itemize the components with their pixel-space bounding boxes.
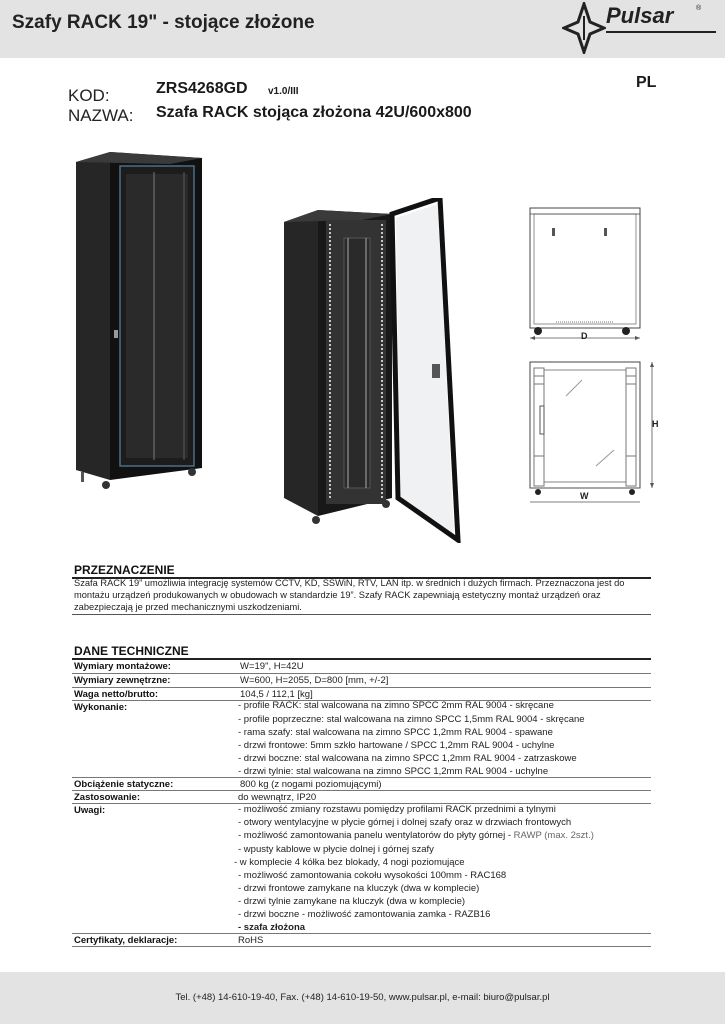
brand-name: Pulsar [606, 3, 674, 28]
note-item: - otwory wentylacyjne w płycie górnej i dolnej szafy oraz w drzwiach frontowych [238, 817, 572, 828]
page-title: Szafy RACK 19" - stojące złożone [12, 12, 315, 33]
product-version: v1.0/III [268, 86, 299, 97]
certificates-label: Certyfikaty, deklaracje: [74, 935, 178, 946]
note-item: - wpusty kablowe w płycie dolnej i górnej szafy [238, 844, 434, 855]
row-rule [72, 777, 651, 778]
build-item: - profile poprzeczne: stal walcowana na zimno SPCC 1,5mm RAL 9004 - skręcane [238, 714, 585, 725]
mounting-dimensions-label: Wymiary montażowe: [74, 661, 171, 672]
external-dimensions-label: Wymiary zewnętrzne: [74, 675, 171, 686]
mounting-dimensions-value: W=19", H=42U [240, 661, 304, 672]
note-item: - w komplecie 4 kółka bez blokady, 4 nogi poziomujące [234, 857, 465, 868]
note-item: - drzwi boczne - możliwość zamontowania zamka - RAZB16 [238, 909, 491, 920]
language-code: PL [636, 74, 657, 91]
build-item: - drzwi frontowe: 5mm szkło hartowane / SPCC 1,2mm RAL 9004 - uchylne [238, 740, 555, 751]
specs-rule [72, 658, 651, 660]
note-item: - możliwość zamontowania cokołu wysokości 100mm - RAC168 [238, 870, 507, 881]
note-item-assembled: - szafa złożona [238, 922, 306, 933]
code-label: KOD: [68, 86, 110, 105]
product-name: Szafa RACK stojąca złożona 42U/600x800 [156, 104, 472, 121]
footer-contact: Tel. (+48) 14-610-19-40, Fax. (+48) 14-610-19-50, www.pulsar.pl, e-mail: biuro@pulsar.pl [175, 992, 550, 1003]
note-item: - drzwi tylnie zamykane na kluczyk (dwa w komplecie) [238, 896, 466, 907]
static-load-value: 800 kg (z nogami poziomującymi) [240, 779, 382, 790]
h-label: H [652, 419, 659, 429]
row-rule [72, 933, 651, 934]
external-dimensions-value: W=600, H=2055, D=800 [mm, +/-2] [240, 675, 389, 686]
front-view-drawing [526, 356, 676, 506]
row-rule [72, 790, 651, 791]
pulsar-logo-icon [562, 2, 606, 54]
note-item-fan-suffix: RAWP (max. 2szt.) [513, 830, 594, 841]
brand-registered-mark: ® [696, 5, 702, 12]
purpose-title: PRZEZNACZENIE [74, 563, 175, 577]
row-rule [72, 673, 651, 674]
row-rule [72, 946, 651, 947]
note-item: - możliwość zmiany rozstawu pomiędzy profilami RACK przednimi a tylnymi [238, 804, 556, 815]
build-label: Wykonanie: [74, 702, 128, 713]
weight-value: 104,5 / 112,1 [kg] [240, 689, 313, 700]
logo-underline [606, 31, 716, 35]
static-load-label: Obciążenie statyczne: [74, 779, 174, 790]
application-label: Zastosowanie: [74, 792, 140, 803]
purpose-text: Szafa RACK 19” umożliwia integrację systemów CCTV, KD, SSWiN, RTV, LAN itp. w średnich i dużych firmach. Przeznaczona jest do montażu urządzeń produkowanych w obudowach w standardzie 19”. Szafy RACK zapewniają estetyczny montaż urządzeń oraz zabezpieczają je przed mechanicznymi uszkodzeniami. [74, 578, 625, 612]
product-code: ZRS4268GD [156, 80, 248, 97]
row-rule [72, 687, 651, 688]
pulsar-logo [562, 0, 722, 56]
application-value: do wewnątrz, IP20 [238, 792, 317, 803]
dimension-w-label [578, 488, 592, 502]
dimension-d-label [578, 328, 592, 342]
specs-title: DANE TECHNICZNE [74, 644, 189, 658]
notes-label: Uwagi: [74, 805, 106, 816]
note-item-fan-panel [238, 830, 594, 841]
side-view-drawing [526, 204, 646, 344]
build-item: - profile RACK: stal walcowana na zimno SPCC 2mm RAL 9004 - skręcane [238, 700, 554, 711]
build-item: - drzwi boczne: stal walcowana na zimno SPCC 1,2mm RAL 9004 - zatrzaskowe [238, 753, 577, 764]
build-item: - rama szafy: stal walcowana na zimno SPCC 1,2mm RAL 9004 - spawane [238, 727, 553, 738]
w-label: W [580, 491, 589, 501]
rack-cabinet-closed-image [74, 150, 204, 495]
build-item: - drzwi tylnie: stal walcowana na zimno SPCC 1,2mm RAL 9004 - uchylne [238, 766, 549, 777]
d-label: D [581, 331, 588, 341]
dimension-h-label [650, 416, 664, 430]
name-label: NAZWA: [68, 106, 134, 125]
rack-cabinet-open-image [282, 198, 462, 543]
weight-label: Waga netto/brutto: [74, 689, 159, 700]
note-item: - drzwi frontowe zamykane na kluczyk (dwa w komplecie) [238, 883, 480, 894]
certificates-value: RoHS [238, 935, 264, 946]
purpose-bottom-rule [72, 614, 651, 615]
note-item-text: - możliwość zamontowania panelu wentylatorów do płyty górnej - [238, 830, 514, 841]
